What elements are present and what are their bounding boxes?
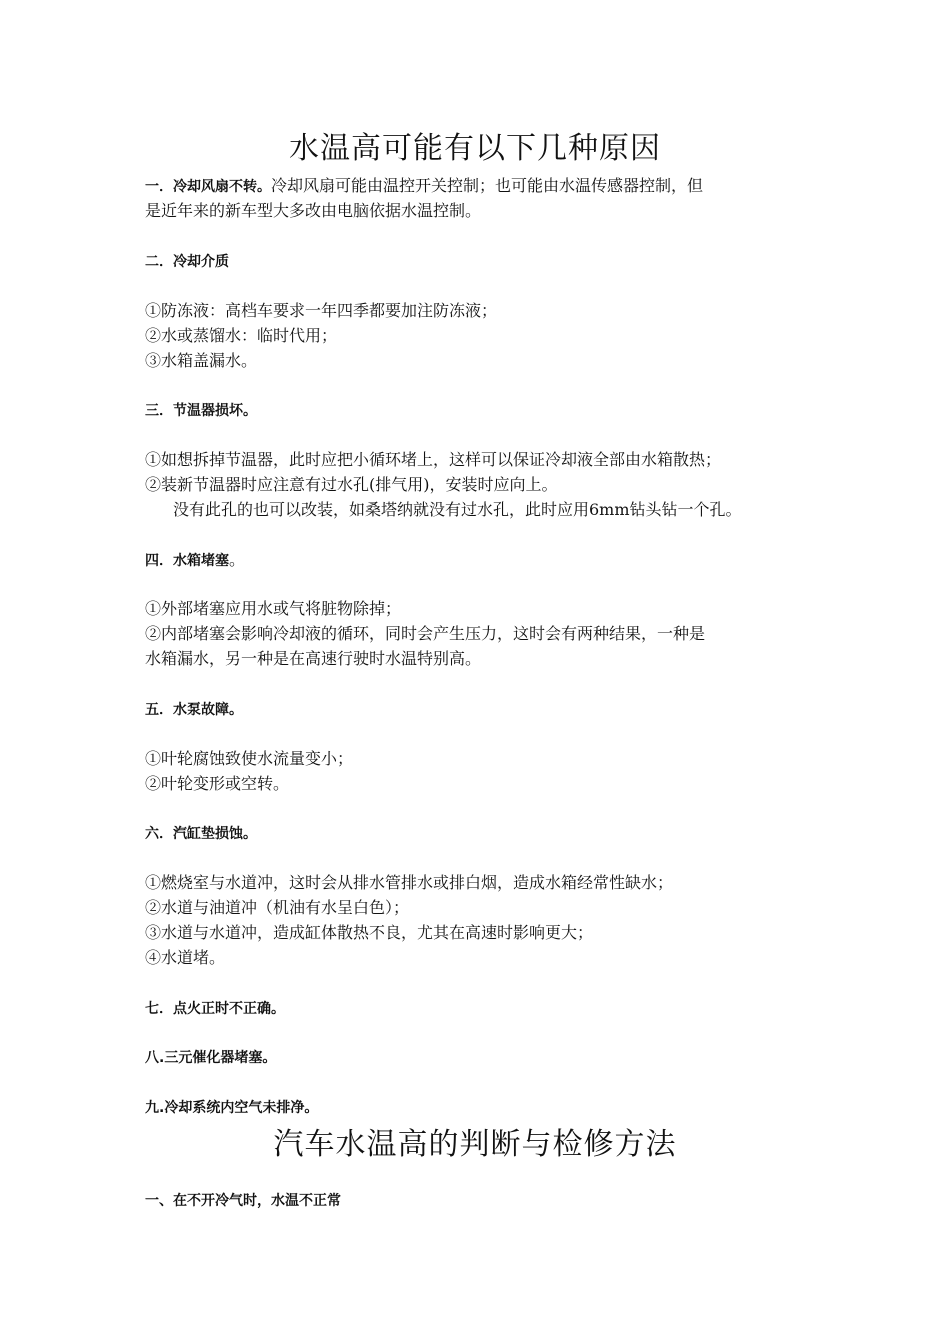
- section-4-heading: 四．水箱堵塞: [145, 553, 229, 569]
- section-9-heading: 九.冷却系统内空气未排净。: [145, 1100, 319, 1116]
- section-5-heading: 五．水泵故障。: [145, 702, 243, 718]
- section-2-heading: 二．冷却介质: [145, 254, 229, 270]
- section-1-text: 冷却风扇可能由温控开关控制；也可能由水温传感器控制，但: [271, 176, 704, 195]
- list-item: ①叶轮腐蚀致使水流量变小；: [145, 749, 354, 768]
- main-title: 水温高可能有以下几种原因: [289, 131, 661, 166]
- list-item: ①如想拆掉节温器，此时应把小循环堵上，这样可以保证冷却液全部由水箱散热；: [145, 450, 722, 469]
- list-item: ②叶轮变形或空转。: [145, 774, 290, 793]
- section-1-heading: 一．冷却风扇不转。: [145, 179, 271, 195]
- section-1-line: [145, 175, 703, 198]
- section-4-heading-line: [145, 549, 245, 572]
- list-item: ②装新节温器时应注意有过水孔(排气用)，安装时应向上。: [145, 475, 558, 494]
- list-item: ②水道与油道冲（机油有水呈白色）；: [145, 898, 410, 917]
- section-10-heading: 一、在不开冷气时，水温不正常: [145, 1193, 341, 1209]
- section-4-heading-suffix: 。: [229, 550, 246, 569]
- list-item: ③水道与水道冲，造成缸体散热不良，尤其在高速时影响更大；: [145, 923, 594, 942]
- second-title: 汽车水温高的判断与检修方法: [273, 1127, 677, 1162]
- list-item: ②内部堵塞会影响冷却液的循环，同时会产生压力，这时会有两种结果，一种是: [145, 624, 706, 643]
- section-7-heading: 七．点火正时不正确。: [145, 1001, 285, 1017]
- list-item: ②水或蒸馏水：临时代用；: [145, 326, 338, 345]
- list-item: ④水道堵。: [145, 948, 226, 967]
- list-item: ①防冻液：高档车要求一年四季都要加注防冻液；: [145, 301, 498, 320]
- section-1-text-cont: 是近年来的新车型大多改由电脑依据水温控制。: [145, 201, 482, 220]
- section-8-heading: 八.三元催化器堵塞。: [145, 1050, 277, 1066]
- section-6-heading: 六．汽缸垫损蚀。: [145, 826, 257, 842]
- section-3-note: 没有此孔的也可以改装，如桑塔纳就没有过水孔，此时应用6mm钻头钻一个孔。: [173, 500, 742, 519]
- list-item: ①外部堵塞应用水或气将脏物除掉；: [145, 599, 402, 618]
- list-item: ③水箱盖漏水。: [145, 351, 258, 370]
- list-item: ①燃烧室与水道冲，这时会从排水管排水或排白烟，造成水箱经常性缺水；: [145, 873, 674, 892]
- section-3-heading: 三．节温器损坏。: [145, 403, 257, 419]
- list-item: 水箱漏水，另一种是在高速行驶时水温特别高。: [145, 649, 482, 668]
